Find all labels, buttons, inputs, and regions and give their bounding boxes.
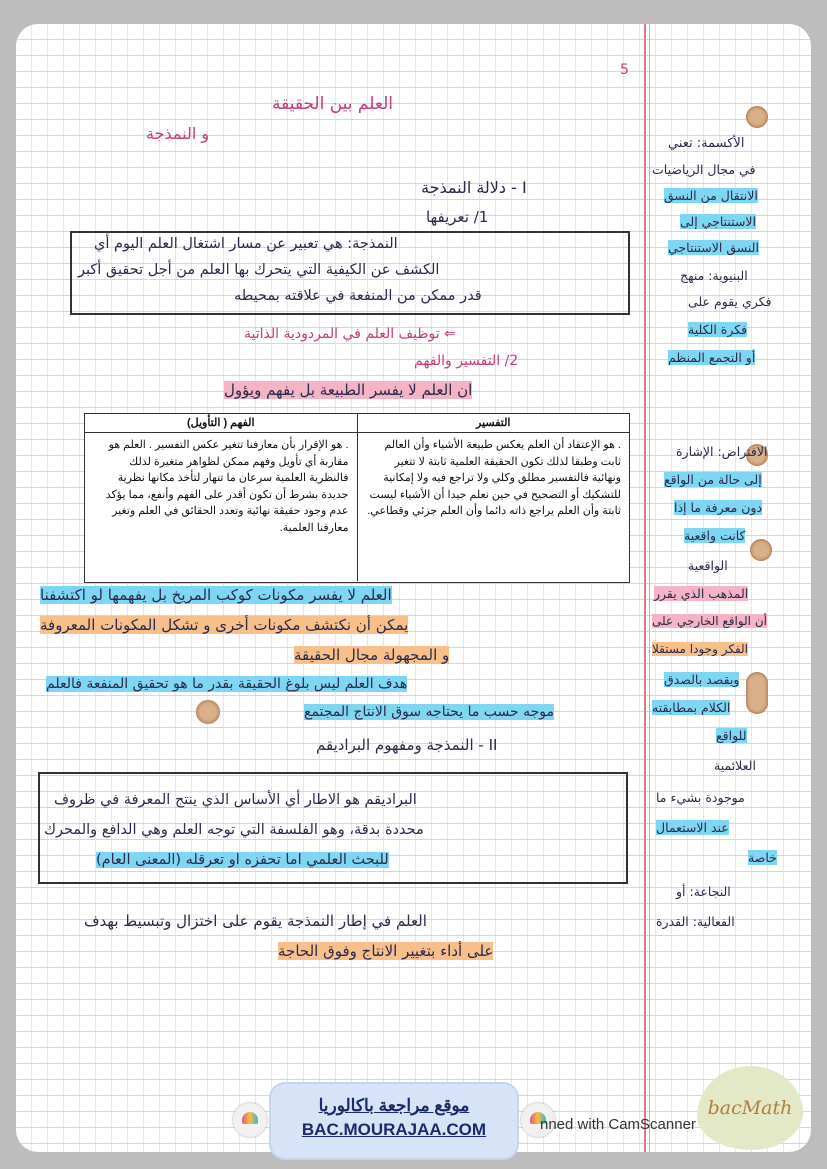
notebook-page (16, 24, 811, 1152)
para-1-line-3-text: و المجهولة مجال الحقيقة (294, 646, 450, 664)
table-cell-explanation: . هو الإعتقاد أن العلم يعكس طبيعة الأشياء وأن العالم ثابت وطبقا لذلك تكون الحقيقة العلمية ثابتة لا تتغير ونهائية فالتفسير مطلق وكلي ولا تراجع فيه ولا إمكانية للتشكيك أو التصحيح في حين نعلم جيدا أن الأشياء ليست ثابتة وأن العلم يراجع ذاته دائما وأن العلم جزئي وقطاعي. (367, 439, 621, 517)
table-header (85, 414, 629, 433)
section-1-heading: I - دلالة النمذجة (421, 178, 527, 197)
table-cell-understanding: . هو الإقرار بأن معارفنا تتغير عكس التفسير . العلم هو مقاربة أي تأويل وفهم ممكن لظواهر متغيرة لذلك فالنظرية العلمية سرعان ما تنهار لتأخذ مكانها نظرية جديدة بشرط أن تكون أقدر على الفهم وأنفع، مما يؤكد عدم وجود حقيقة نهائية وتعدد الحقائق في العلم وتغير معارفنا العلمية. (85, 433, 358, 581)
margin-note-19 (652, 700, 730, 715)
margin-note-14: الواقعية (688, 558, 728, 573)
margin-note-19-text: الكلام بمطابقته (652, 700, 731, 715)
margin-note-18-text: ويقصد بالصدق (664, 672, 740, 687)
margin-note-11 (664, 472, 762, 487)
margin-note-15 (654, 586, 748, 601)
statement-text: ان العلم لا يفسر الطبيعة بل يفهم ويؤول (224, 381, 473, 399)
margin-note-5-text: النسق الاستنتاجي (668, 240, 759, 255)
margin-note-16 (652, 614, 767, 628)
site-url[interactable]: BAC.MOURAJAA.COM (301, 1120, 487, 1139)
table-header-explanation: التفسير (476, 417, 511, 429)
para-1-line-2 (40, 616, 408, 634)
margin-note-16-text: أن الواقع الخارجي على (652, 614, 767, 628)
para-1-line-4 (46, 676, 407, 692)
paradigm-line-3 (96, 852, 389, 868)
logo-petal-icon (242, 1112, 258, 1124)
punch-hole (746, 106, 768, 128)
para-1-line-1 (40, 586, 392, 604)
margin-note-23-text: عند الاستعمال (656, 820, 729, 835)
page-title: العلم بين الحقيقة (272, 94, 393, 114)
conclusion-line-2 (278, 942, 493, 960)
margin-note-4-text: الاستنتاجي إلى (680, 214, 757, 229)
margin-note-2: في مجال الرياضيات (652, 162, 756, 177)
punch-hole (196, 700, 220, 724)
margin-note-13-text: كانت واقعية (684, 528, 746, 543)
margin-note-20 (716, 728, 747, 743)
subsection-2-heading: 2/ التفسير والفهم (414, 353, 519, 369)
margin-note-21: العلائمية (714, 758, 756, 773)
paradigm-line-3-text: للبحث العلمي اما تحفزه او تعرقله (المعنى العام) (96, 852, 389, 868)
table-header-understanding: الفهم ( التأويل) (85, 414, 358, 432)
margin-note-5 (668, 240, 759, 255)
para-1-line-5 (304, 704, 554, 720)
bacmath-stamp: bacMath (697, 1066, 803, 1150)
site-name-arabic[interactable]: موقع مراجعة باكالوريا (318, 1096, 470, 1115)
subsection-1-heading: 1/ تعريفها (426, 208, 489, 226)
scanner-watermark: nned with CamScanner (540, 1116, 696, 1133)
margin-note-4 (680, 214, 756, 229)
punch-hole (746, 672, 768, 714)
para-1-line-5-text: موجه حسب ما يحتاجه سوق الانتاج المجتمع (304, 704, 555, 720)
margin-note-17-text: الفكر وجودا مستقلا (652, 642, 749, 656)
comparison-table (84, 413, 630, 583)
margin-note-20-text: للواقع (716, 728, 747, 743)
margin-note-12-text: دون معرفة ما إذا (674, 500, 763, 515)
margin-note-24-text: خاصة (748, 850, 777, 865)
note-line: ⇐ توظيف العلم في المردودية الذاتية (244, 326, 456, 342)
page-number: 5 (620, 62, 629, 78)
margin-note-10: الافتراض: الإشارة (676, 444, 768, 459)
margin-note-3 (664, 188, 758, 203)
margin-note-3-text: الانتقال من النسق (664, 188, 758, 203)
margin-note-24 (748, 850, 777, 865)
punch-hole (750, 539, 772, 561)
para-1-line-2-text: يمكن أن نكتشف مكونات أخرى و تشكل المكونات المعروفة (40, 616, 409, 634)
margin-note-1: الأكسمة: تعني (668, 136, 745, 151)
margin-note-11-text: إلى حالة من الواقع (664, 472, 762, 487)
margin-rule (644, 24, 646, 1152)
paradigm-line-1: البراديقم هو الاطار أي الأساس الذي ينتج المعرفة في ظروف (54, 792, 417, 808)
margin-note-23 (656, 820, 729, 835)
statement-line (224, 381, 472, 399)
margin-note-17 (652, 642, 748, 656)
margin-note-9-text: أو التجمع المنظم (668, 350, 756, 365)
conclusion-line-2-text: على أداء بتغيير الانتاج وفوق الحاجة (278, 942, 494, 960)
para-1-line-4-text: هدف العلم ليس بلوغ الحقيقة بقدر ما هو تحقيق المنفعة فالعلم (46, 676, 408, 692)
paradigm-line-2: محددة بدقة، وهو الفلسفة التي توجه العلم وهي الدافع والمحرك (44, 822, 424, 838)
margin-note-7: فكري يقوم على (688, 294, 772, 309)
margin-note-8-text: فكرة الكلية (688, 322, 748, 337)
site-logo-icon (233, 1103, 267, 1137)
margin-note-8 (688, 322, 747, 337)
table-body (85, 433, 629, 581)
para-1-line-1-text: العلم لا يفسر مكونات كوكب المريخ بل يفهمها لو اكتشفنا (40, 586, 392, 604)
margin-note-6: البنيوية: منهج (680, 268, 748, 283)
margin-rule-secondary (649, 24, 650, 1152)
section-2-heading: II - النمذجة ومفهوم البراديقم (316, 736, 498, 754)
definition-line-3: قدر ممكن من المنفعة في علاقته بمحيطه (234, 288, 482, 304)
margin-note-26: الفعالية: القدرة (656, 914, 735, 929)
definition-line-1: النمذجة: هي تعبير عن مسار اشتغال العلم اليوم أي (94, 236, 398, 252)
page-title-2: و النمذجة (146, 124, 210, 143)
margin-note-25: النجاعة: أو (676, 884, 731, 899)
margin-note-12 (674, 500, 762, 515)
margin-note-13 (684, 528, 745, 543)
margin-note-15-text: المذهب الذي يقرر (654, 586, 749, 601)
margin-note-22: موجودة بشيء ما (656, 790, 745, 805)
site-banner[interactable] (271, 1084, 517, 1158)
margin-note-9 (668, 350, 755, 365)
para-1-line-3 (294, 646, 449, 664)
conclusion-line-1: العلم في إطار النمذجة يقوم على اختزال وتبسيط بهدف (84, 912, 427, 930)
definition-line-2: الكشف عن الكيفية التي يتحرك بها العلم من أجل تحقيق أكبر (78, 262, 440, 278)
margin-note-18 (664, 672, 739, 687)
